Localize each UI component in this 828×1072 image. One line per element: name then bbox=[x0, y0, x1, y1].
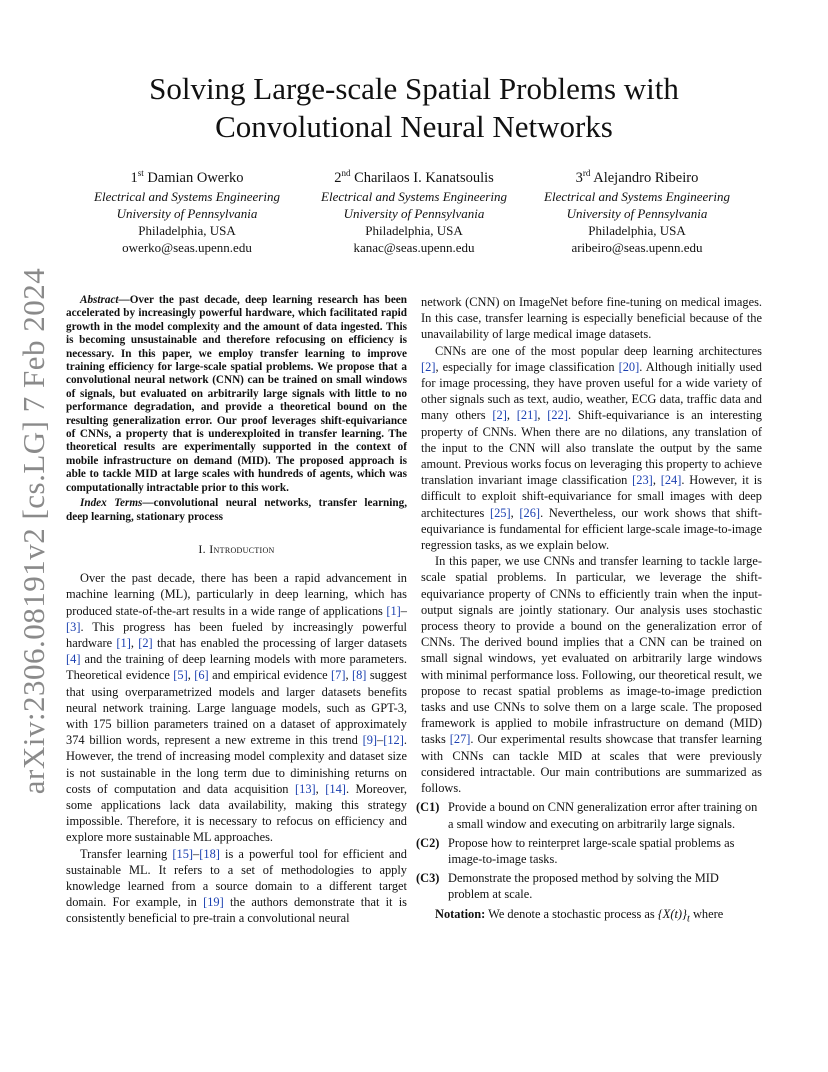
author-name: 1st Damian Owerko bbox=[130, 168, 244, 186]
right-column bbox=[416, 294, 763, 927]
author-block-3 bbox=[522, 164, 752, 256]
contribution-item bbox=[416, 870, 762, 902]
contribution-item bbox=[416, 799, 762, 831]
left-column bbox=[66, 294, 407, 927]
abstract bbox=[66, 294, 407, 495]
contribution-text: Demonstrate the proposed method by solving the MID problem at scale. bbox=[448, 871, 719, 902]
author-department: Electrical and Systems Engineering bbox=[544, 188, 730, 204]
abstract-text: —Over the past decade, deep learning research has been accelerated by increasingly powerful hardware, which facilitated rapid growth in the model complexity and the amount of data ingested. This is becoming unsustainable and therefore refocusing on efficiency is necessary. In this paper, we employ transfer learning to improve training efficiency for large-scale spatial problems. We propose that a convolutional neural network (CNN) can be trained on small windows of signals, but evaluated on arbitrarily large signals with little to no performance degradation, and provide a theoretical bound on the resulting generalization error. Our proof leverages shift-equivariance of CNNs, a property that is underexploited in transfer learning. The theoretical results are experimentally supported in the context of mobile infrastructure on demand (MID). The proposed approach is able to tackle MID at large scales with hundreds of agents, which was computationally intractable prior to this work. bbox=[66, 294, 407, 494]
index-terms bbox=[66, 497, 407, 524]
contribution-text: Propose how to reinterpret large-scale spatial problems as image-to-image tasks. bbox=[448, 835, 735, 866]
arxiv-side-stamp bbox=[14, 267, 54, 795]
author-location: Philadelphia, USA bbox=[138, 222, 236, 238]
contribution-label: (C1) bbox=[416, 800, 440, 815]
paper-title bbox=[80, 70, 748, 146]
notation-label: Notation: bbox=[435, 906, 486, 921]
body-paragraph: Over the past decade, there has been a rapid advancement in machine learning (ML), particularly in deep learning, which has produced state-of-the-art results in a wide range of applications [1]–[3]. This progress has been fueled by increasingly powerful hardware [1], [2] that has enabled the processing of larger datasets [4] and the training of deep learning models with more parameters. Theoretical evidence [5], [6] and empirical evidence [7], [8] suggest that using overparametrized models and larger datasets benefits neural network training. Large language models, such as GPT-3, with 175 billion parameters trained on a dataset of approximately 374 billion words, represent a new extreme in this trend [9]–[12]. However, the trend of increasing model complexity and dataset size is not sustainable in the long term due to diminishing returns on costs of computation and data acquisition [13], [14]. Moreover, some applications lack data availability, making this strategy impossible. Therefore, it is necessary to refocus on efficiency and explore more sustainable ML approaches. bbox=[66, 571, 408, 845]
author-block-2 bbox=[299, 164, 529, 256]
author-name: 2nd Charilaos I. Kanatsoulis bbox=[334, 168, 494, 186]
contribution-label: (C3) bbox=[416, 871, 440, 886]
title-line-2: Convolutional Neural Networks bbox=[215, 109, 613, 144]
author-block-1 bbox=[72, 164, 302, 256]
author-location: Philadelphia, USA bbox=[365, 222, 463, 238]
author-university: University of Pennsylvania bbox=[566, 205, 708, 221]
contribution-label: (C2) bbox=[416, 835, 440, 850]
section-heading: I. Introduction bbox=[198, 541, 275, 556]
body-paragraph: CNNs are one of the most popular deep learning architectures [2], especially for image classification [20]. Although initially used for image processing, they have proven useful for a wide variety of other signals such as text, audio, weather, ECG data, traffic data and many others [2], [21], [22]. Shift-equivariance is an interesting property of CNNs. When there are no dilations, any translation of the input to the CNN will also translate the output by the same amount. Previous works focus on leveraging this property to achieve translation invariant image classification [23], [24]. However, it is difficult to exploit shift-equivariance for small images with deep architectures [25], [26]. Nevertheless, our work shows that shift-equivariance is fundamental for efficient large-scale image-to-image regression tasks, as we explain below. bbox=[421, 343, 762, 553]
author-department: Electrical and Systems Engineering bbox=[94, 188, 280, 204]
notation-paragraph: Notation: We denote a stochastic process as $\{X(t)\}_t$ where bbox=[435, 906, 724, 924]
author-university: University of Pennsylvania bbox=[116, 205, 258, 221]
arxiv-id-text: arXiv:2306.08191v2 [cs.LG] 7 Feb 2024 bbox=[16, 267, 51, 795]
notation-math: $\{X(t)\}_t$ bbox=[657, 906, 690, 924]
abstract-label: Abstract bbox=[80, 294, 119, 306]
index-terms-text: —convolutional neural networks, transfer learning, deep learning, stationary process bbox=[66, 497, 407, 523]
body-paragraph: Transfer learning [15]–[18] is a powerful tool for efficient and sustainable ML. It refers to a set of methodologies to apply knowledge learned from a source domain to a different target domain. For example, in [19] the authors demonstrate that it is consistently beneficial to pre-train a convolutional neural bbox=[66, 846, 407, 926]
author-department: Electrical and Systems Engineering bbox=[321, 188, 507, 204]
author-university: University of Pennsylvania bbox=[343, 205, 485, 221]
author-name: 3rd Alejandro Ribeiro bbox=[575, 168, 699, 186]
body-paragraph: In this paper, we use CNNs and transfer learning to tackle large-scale spatial problems. In particular, we leverage the shift-equivariance property of CNNs to efficiently train when the input-output signals are jointly stationary. Our analysis uses stochastic process theory to provide a bound on the generalization error of CNNs. The derived bound implies that a CNN can be trained on small signal windows, yet evaluated on arbitrarily large windows with minimal performance loss. Following, our theoretical result, we propose to recast spatial problems as image-to-image prediction tasks and use CNNs to solve them on a large scale. The proposed framework is applied to mobile infrastructure on demand (MID) tasks [27]. Our experimental results showcase that transfer learning with CNNs can tackle MID at scales that were previously considered intractable. Our main contributions are summarized as follows. bbox=[421, 554, 763, 796]
index-terms-label: Index Terms bbox=[80, 497, 143, 510]
contribution-item bbox=[416, 835, 762, 867]
author-email: kanac@seas.upenn.edu bbox=[353, 239, 475, 255]
author-location: Philadelphia, USA bbox=[588, 222, 686, 238]
title-line-1: Solving Large-scale Spatial Problems with bbox=[149, 71, 679, 106]
author-email: owerko@seas.upenn.edu bbox=[122, 239, 252, 255]
contribution-text: Provide a bound on CNN generalization error after training on a small window and executing on arbitrarily large signals. bbox=[448, 800, 758, 831]
body-paragraph: network (CNN) on ImageNet before fine-tuning on medical images. In this case, transfer learning is especially beneficial because of the unavailability of large medical image datasets. bbox=[421, 295, 762, 342]
author-email: aribeiro@seas.upenn.edu bbox=[571, 239, 703, 255]
